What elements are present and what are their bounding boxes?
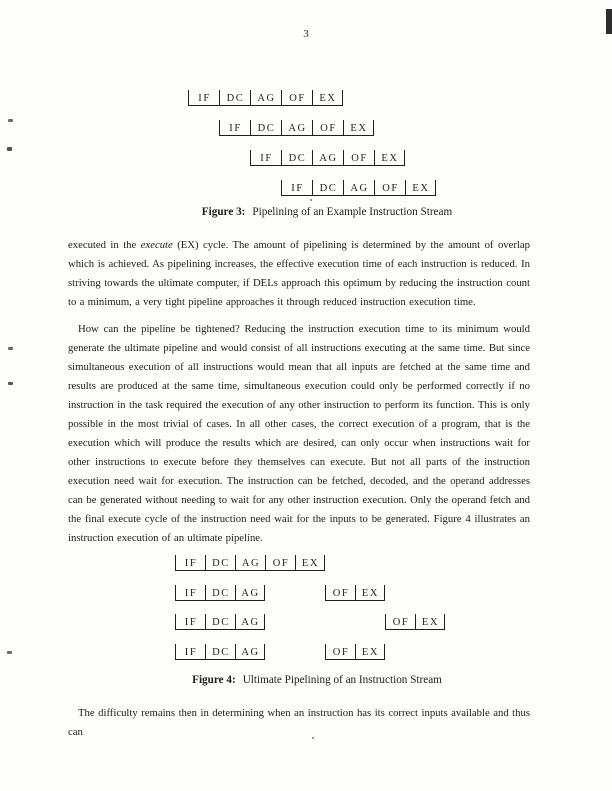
pipeline-stage-cell: DC [281, 150, 312, 165]
pipeline-stage-cell: EX [415, 614, 445, 629]
pipeline-stage-cell: AG [250, 90, 281, 105]
figure3-caption [88, 206, 566, 218]
pipeline-stage-cell: EX [355, 585, 385, 600]
scan-dot [310, 199, 312, 201]
pipeline-stage-cell: EX [355, 644, 385, 659]
paragraph-2: How can the pipeline be tightened? Reducing the instruction execution time to its minimum would generate the ultimate pipeline and would consist of all instructions executing at the same time. But since simultaneous execution of all instructions would mean that all inputs are fetched at the same time and results are produced at the same time, simultaneous execution could only be performed correctly if no instruction in the task required the execution of any other instruction to perform its function. This is only possible in the most trivial of cases. In all other cases, the correct execution of a program, that is the execution which will produce the results which are desired, can only occur when instructions wait for other instructions to execute before they themselves can execute. But not all parts of the instruction execution need wait for execution. The instruction can be fetched, decoded, and the operand addresses can be generated without needing to wait for any other instruction execution. Only the operand fetch and the final execute cycle of the instruction need wait for the inputs to be generated. Figure 4 illustrates an instruction execution of an ultimate pipeline. [68, 323, 530, 544]
pipeline-stage-cell: EX [295, 555, 325, 570]
pipeline-stage-cell: OF [374, 180, 405, 195]
scan-speck [8, 347, 13, 350]
pipeline-row-group [175, 585, 265, 601]
pipeline-stage-cell: IF [175, 585, 205, 600]
pipeline-stage-cell: IF [250, 150, 281, 165]
paragraph-1-post: (EX) cycle. The amount of pipelining is determined by the amount of overlap which is achieved. As pipelining increases, the effective execution time of each instruction is reduced. In striving towards the ultimate computer, if DELs approach this optimum by reducing the instruction count to a minimum, a very tight pipeline approaches it through reduced instruction execution time. [68, 239, 530, 308]
figure3-caption-label: Figure 3: [201, 206, 246, 218]
pipeline-stage-cell: AG [235, 585, 265, 600]
figure4-caption-label: Figure 4: [192, 674, 236, 686]
pipeline-stage-cell: DC [205, 585, 235, 600]
pipeline-stage-cell: OF [281, 90, 312, 105]
pipeline-stage-cell: OF [325, 644, 355, 659]
paragraph-1-pre: executed in the [68, 239, 141, 251]
scan-edge-artifact [606, 9, 612, 34]
scan-speck [7, 147, 12, 151]
pipeline-row-group [385, 614, 445, 630]
pipeline-row-group [219, 120, 374, 136]
pipeline-row-group [325, 585, 385, 601]
pipeline-stage-cell: AG [235, 555, 265, 570]
page-number: 3 [303, 28, 309, 40]
pipeline-stage-cell: AG [343, 180, 374, 195]
pipeline-row-group [188, 90, 343, 106]
figure3-caption-text: Pipelining of an Example Instruction Stream [252, 206, 453, 218]
paragraph-3: The difficulty remains then in determining when an instruction has its correct inputs available and thus can [68, 707, 530, 738]
pipeline-stage-cell: OF [385, 614, 415, 629]
pipeline-stage-cell: EX [405, 180, 436, 195]
pipeline-stage-cell: OF [343, 150, 374, 165]
pipeline-stage-cell: DC [205, 644, 235, 659]
pipeline-stage-cell: EX [312, 90, 343, 105]
pipeline-stage-cell: EX [374, 150, 405, 165]
pipeline-stage-cell: AG [235, 614, 265, 629]
pipeline-row-group [175, 644, 265, 660]
pipeline-stage-cell: DC [250, 120, 281, 135]
pipeline-stage-cell: EX [343, 120, 374, 135]
pipeline-stage-cell: IF [175, 614, 205, 629]
pipeline-stage-cell: AG [281, 120, 312, 135]
scan-dot [312, 737, 314, 739]
scan-speck [8, 382, 13, 385]
figure4-caption [78, 674, 556, 686]
pipeline-row-group [175, 614, 265, 630]
pipeline-stage-cell: DC [205, 555, 235, 570]
pipeline-stage-cell: DC [312, 180, 343, 195]
pipeline-stage-cell: OF [265, 555, 295, 570]
pipeline-row-group [250, 150, 405, 166]
pipeline-stage-cell: IF [175, 644, 205, 659]
pipeline-stage-cell: AG [312, 150, 343, 165]
figure4-caption-text: Ultimate Pipelining of an Instruction Stream [242, 674, 442, 686]
pipeline-stage-cell: OF [312, 120, 343, 135]
pipeline-stage-cell: IF [188, 90, 219, 105]
paragraph-1 [68, 236, 530, 312]
pipeline-stage-cell: IF [219, 120, 250, 135]
pipeline-row-group [281, 180, 436, 196]
scan-speck [7, 651, 12, 654]
pipeline-stage-cell: OF [325, 585, 355, 600]
pipeline-stage-cell: IF [281, 180, 312, 195]
pipeline-stage-cell: AG [235, 644, 265, 659]
pipeline-row-group [175, 555, 325, 571]
pipeline-stage-cell: DC [205, 614, 235, 629]
scan-speck [8, 119, 13, 122]
paragraph-1-italic-term: execute [140, 239, 173, 251]
pipeline-stage-cell: IF [175, 555, 205, 570]
pipeline-row-group [325, 644, 385, 660]
pipeline-stage-cell: DC [219, 90, 250, 105]
